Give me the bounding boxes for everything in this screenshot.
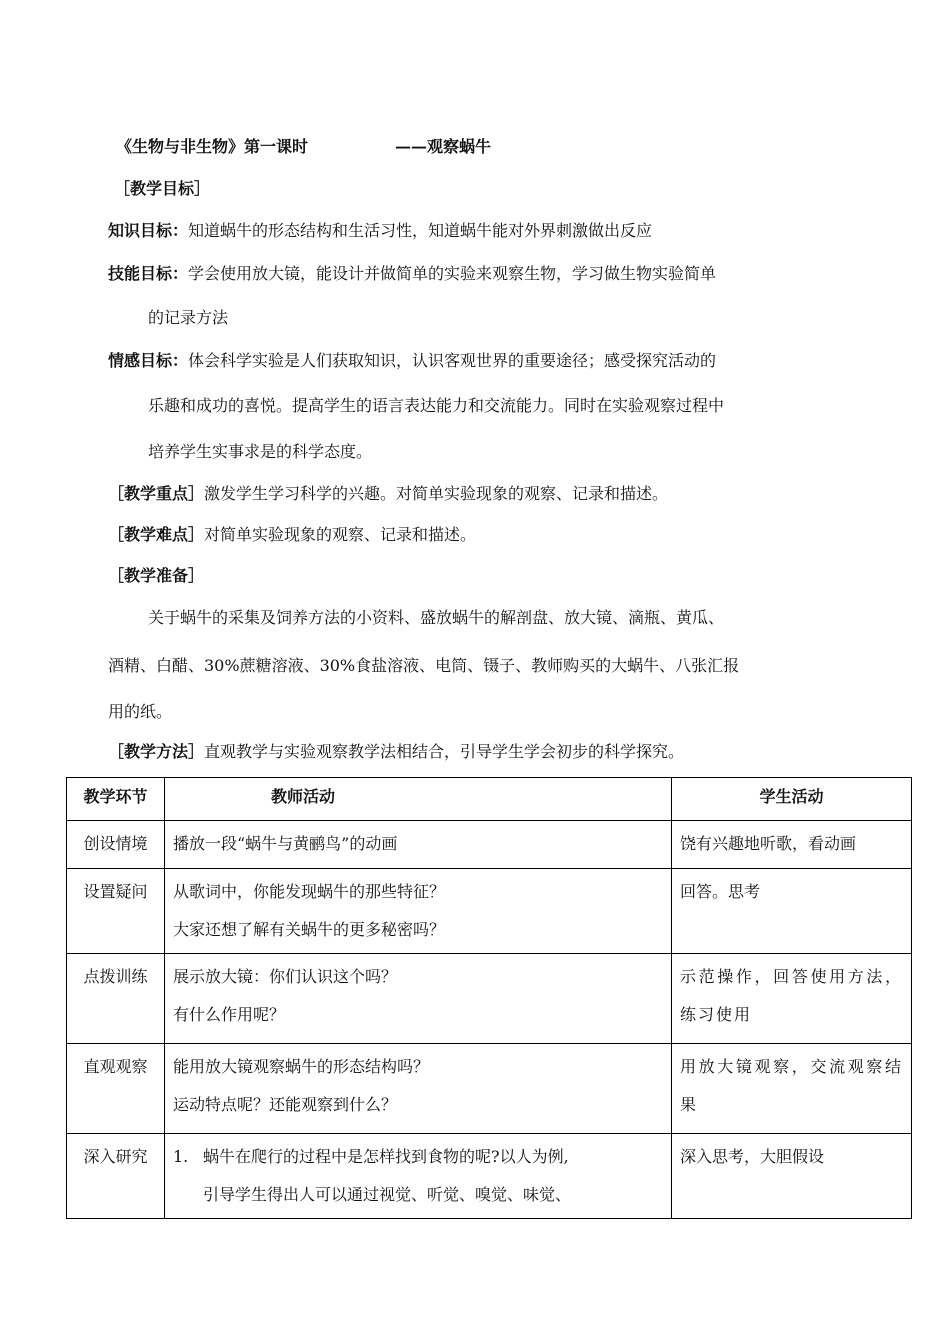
stage-cell: 直观观察 (67, 1044, 165, 1134)
teacher-cell (165, 1044, 672, 1134)
teacher-line: 有什么作用呢？ (173, 1005, 286, 1024)
student-cell: 深入思考，大胆假设 (672, 1134, 912, 1219)
preparation-text-3: 用的纸。 (108, 702, 173, 721)
table-header-row (67, 778, 912, 821)
table-row (67, 1134, 912, 1219)
emotion-objective (108, 348, 716, 371)
student-cell: 用放大镜观察，交流观察结果 (672, 1044, 912, 1134)
stage-cell: 深入研究 (67, 1134, 165, 1219)
teaching-method (108, 739, 684, 762)
emotion-objective-text-2: 乐趣和成功的喜悦。提高学生的语言表达能力和交流能力。同时在实验观察过程中 (148, 396, 725, 415)
skill-objective (108, 261, 716, 284)
knowledge-objective-text: 知道蜗牛的形态结构和生活习性，知道蜗牛能对外界刺激做出反应 (188, 221, 653, 240)
preparation-text-2: 酒精、白醋、30%蔗糖溶液、30%食盐溶液、电筒、镊子、教师购买的大蜗牛、八张汇报 (108, 656, 740, 675)
difficulties (108, 522, 476, 545)
student-cell: 饶有兴趣地听歌，看动画 (672, 821, 912, 869)
skill-objective-text-1: 学会使用放大镜，能设计并做简单的实验来观察生物，学习做生物实验简单 (188, 264, 717, 283)
teacher-line: 能用放大镜观察蜗牛的形态结构吗？ (173, 1057, 430, 1076)
teacher-line: 展示放大镜：你们认识这个吗？ (173, 967, 398, 986)
preparation-text-1: 关于蜗牛的采集及饲养方法的小资料、盛放蜗牛的解剖盘、放大镜、滴瓶、黄瓜、 (148, 608, 725, 627)
student-cell: 示范操作，回答使用方法，练习使用 (672, 954, 912, 1044)
teacher-cell (165, 1134, 672, 1219)
skill-objective-label: 技能目标： (108, 264, 189, 283)
objectives-heading: ［教学目标］ (114, 179, 211, 198)
teacher-cell (165, 869, 672, 954)
teacher-line: 引导学生得出人可以通过视觉、听觉、嗅觉、味觉、 (203, 1185, 572, 1204)
stage-cell: 设置疑问 (67, 869, 165, 954)
table-row (67, 1044, 912, 1134)
teaching-method-label: ［教学方法］ (108, 742, 205, 761)
teacher-line: 运动特点呢？还能观察到什么？ (173, 1095, 398, 1114)
emotion-objective-text-3: 培养学生实事求是的科学态度。 (148, 442, 373, 461)
stage-cell: 创设情境 (67, 821, 165, 869)
key-points (108, 481, 668, 504)
key-points-text: 激发学生学习科学的兴趣。对简单实验现象的观察、记录和描述。 (204, 484, 669, 503)
teacher-line: 大家还想了解有关蜗牛的更多秘密吗？ (173, 920, 446, 939)
teacher-cell (165, 821, 672, 869)
emotion-objective-text-1: 体会科学实验是人们获取知识，认识客观世界的重要途径；感受探究活动的 (188, 351, 717, 370)
skill-objective-text-2: 的记录方法 (148, 308, 229, 327)
teacher-line: 从歌词中，你能发现蜗牛的那些特征？ (173, 882, 446, 901)
list-number: 1. (173, 1147, 189, 1166)
table-row (67, 954, 912, 1044)
table-row (67, 869, 912, 954)
student-cell: 回答。思考 (672, 869, 912, 954)
document-subtitle: ——观察蜗牛 (395, 137, 492, 156)
header-student: 学生活动 (672, 778, 912, 821)
knowledge-objective-label: 知识目标： (108, 221, 189, 240)
teacher-line: 播放一段“蜗牛与黄鹂鸟”的动画 (173, 834, 398, 853)
emotion-objective-label: 情感目标： (108, 351, 189, 370)
teacher-line-text: 蜗牛在爬行的过程中是怎样找到食物的呢?以人为例, (203, 1147, 569, 1166)
document-title: 《生物与非生物》第一课时 (116, 137, 309, 156)
knowledge-objective (108, 218, 652, 241)
stage-cell: 点拨训练 (67, 954, 165, 1044)
table-row (67, 821, 912, 869)
difficulties-label: ［教学难点］ (108, 525, 205, 544)
key-points-label: ［教学重点］ (108, 484, 205, 503)
teacher-cell (165, 954, 672, 1044)
teacher-line (173, 1138, 663, 1176)
difficulties-text: 对简单实验现象的观察、记录和描述。 (204, 525, 477, 544)
preparation-heading: ［教学准备］ (108, 566, 205, 585)
lesson-table (66, 777, 912, 1219)
header-stage: 教学环节 (67, 778, 165, 821)
teaching-method-text: 直观教学与实验观察教学法相结合，引导学生学会初步的科学探究。 (204, 742, 685, 761)
header-teacher: 教师活动 (165, 778, 672, 821)
